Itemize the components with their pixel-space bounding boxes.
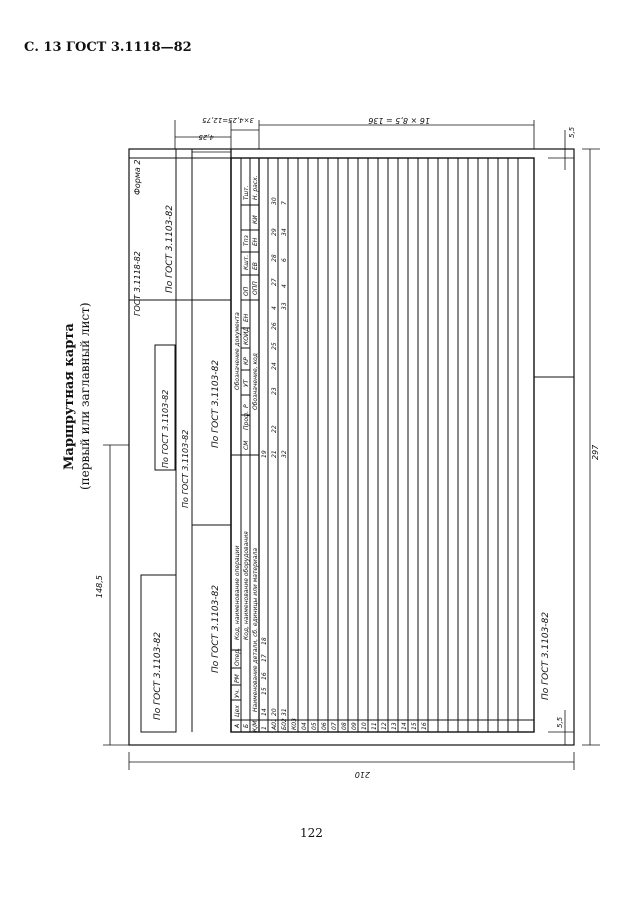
row-label-12: 12	[381, 722, 388, 730]
col-num-31: 31	[281, 708, 288, 716]
row-label-09: 09	[351, 722, 358, 730]
ref-top: По ГОСТ 3.1103-82	[165, 204, 175, 293]
row-b-c10: Тпз	[243, 235, 250, 246]
row-b-c11: Тшт.	[243, 185, 250, 200]
title-block-top	[129, 158, 231, 300]
col-num-30: 30	[271, 197, 278, 205]
col-num-23: 23	[271, 387, 278, 395]
row-label-06: 06	[321, 722, 328, 730]
col-num-19: 19	[261, 450, 268, 458]
col-num-26: 26	[271, 322, 278, 330]
dimension-lines	[103, 120, 600, 770]
ref-left-2: По ГОСТ 3.1103-82	[211, 584, 221, 673]
col-num-29: 29	[271, 228, 278, 236]
ref-mid: По ГОСТ 3.1103-82	[161, 389, 170, 468]
col-num-14: 14	[261, 708, 268, 716]
form-label: Форма 2	[133, 159, 142, 195]
row-a-c4: Код, наименование операции	[234, 545, 241, 640]
col-num-24: 24	[271, 362, 278, 370]
table-rows	[268, 158, 518, 732]
row-label-11: 11	[371, 722, 378, 730]
dim-5-5-bottom: 5,5	[556, 716, 564, 728]
col-num-16: 16	[261, 672, 268, 680]
row-k-c5: КИ	[252, 215, 259, 224]
row-k-c2: ОПП	[252, 281, 259, 295]
col-num-22: 22	[271, 425, 278, 433]
row-label-05: 05	[311, 722, 318, 730]
row-a-c5: Обозначение документа	[234, 312, 241, 390]
row-k-c4: ЕН	[252, 237, 259, 246]
row-label-14: 14	[401, 722, 408, 730]
dim-4-25: 4,25	[198, 133, 214, 141]
row-label-k03: К03	[291, 718, 298, 730]
col-num-27: 27	[271, 278, 278, 286]
row-label-07: 07	[331, 722, 338, 730]
row-label-04: 04	[301, 722, 308, 730]
row-k-c6: Н. расх.	[252, 175, 259, 200]
page-header: С. 13 ГОСТ 3.1118—82	[24, 40, 192, 55]
ref-left: По ГОСТ 3.1103-82	[153, 631, 163, 720]
footer-ref: По ГОСТ 3.1103-82	[541, 611, 551, 700]
row-b-c0: Код, наименование оборудования	[243, 531, 250, 640]
col-num-7: 7	[281, 201, 288, 205]
col-num-18: 18	[261, 637, 268, 645]
row-b-c1: СМ	[243, 440, 250, 450]
col-num-20: 20	[271, 708, 278, 716]
row-b-c8: ОП	[243, 286, 250, 296]
row-b-c2: Проф.	[243, 410, 250, 430]
form-standard: ГОСТ 3.1118-82	[133, 251, 142, 316]
col-num-6b: 6	[281, 258, 288, 262]
dim-3x4-25: 3×4,25=12,75	[202, 116, 254, 124]
row-k-marker: К/М	[252, 720, 259, 732]
row-b-c9: Кшт.	[243, 254, 250, 270]
row-b-c7: ЕН	[243, 313, 250, 322]
outer-frame	[129, 149, 574, 745]
col-num-15: 15	[261, 687, 268, 695]
row-a-c3: Опер.	[234, 647, 241, 666]
row-a-marker: А	[234, 723, 241, 728]
col-num-17: 17	[261, 654, 268, 662]
row-b-marker: Б	[243, 723, 250, 728]
row-label-16: 16	[421, 722, 428, 730]
row-b-c5: КР	[243, 357, 250, 365]
caption-subtitle: (первый или заглавный лист)	[78, 302, 92, 490]
row-a-c2: РМ	[234, 674, 241, 683]
row-label-08: 08	[341, 722, 348, 730]
dim-297: 297	[591, 444, 600, 460]
row-b-c4: УТ	[243, 379, 250, 387]
row-k-c0: Наименование детали, сб. единицы или материала	[252, 547, 259, 712]
row-label-b02: Б02	[281, 718, 288, 730]
col-num-21: 21	[271, 450, 278, 458]
row-k-c1: Обозначение, код	[252, 353, 259, 410]
dim-210: 210	[354, 770, 370, 779]
col-num-25: 25	[271, 342, 278, 350]
main-table	[231, 158, 534, 732]
row-label-10: 10	[361, 722, 368, 730]
col-num-4: 4	[281, 284, 288, 288]
row-label-15: 15	[411, 722, 418, 730]
dim-16x8-5: 16 × 8,5 = 136	[368, 116, 430, 125]
page-number: 122	[300, 826, 323, 840]
col-num-28: 28	[271, 254, 278, 262]
ref-mid-2: По ГОСТ 3.1103-82	[181, 429, 190, 508]
row-a-c1: Уч.	[234, 688, 241, 698]
row-label-a01: А01	[271, 718, 278, 730]
row-label-13: 13	[391, 722, 398, 730]
dim-148-5: 148,5	[95, 575, 104, 598]
col-num-6: 4	[271, 306, 278, 310]
dim-5-5-top: 5,5	[568, 126, 576, 138]
caption-title: Маршрутная карта	[62, 323, 77, 470]
row-k-c3: ЕВ	[252, 262, 259, 270]
row-b-c3: Р	[243, 404, 250, 408]
ref-center: По ГОСТ 3.1103-82	[211, 359, 221, 448]
col-num-32: 32	[281, 450, 288, 458]
row-a-c0: Цех	[234, 705, 241, 717]
row-b-c6: КОИД	[243, 326, 250, 345]
row-label-1: 1	[261, 726, 268, 730]
col-num-33: 33	[281, 302, 288, 310]
col-num-34: 34	[281, 228, 288, 236]
